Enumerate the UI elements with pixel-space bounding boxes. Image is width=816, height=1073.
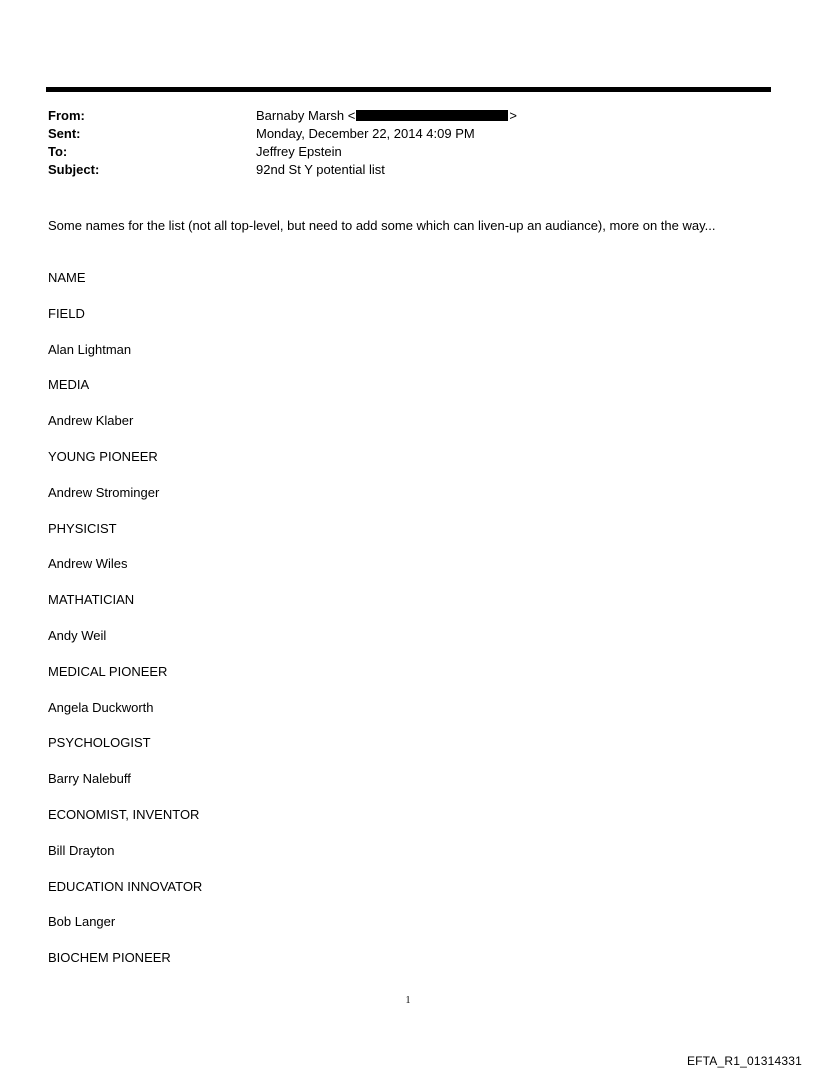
list-item: MEDIA bbox=[48, 377, 90, 393]
to-label: To: bbox=[48, 144, 68, 159]
list-item: Andrew Wiles bbox=[48, 556, 128, 572]
list-item: YOUNG PIONEER bbox=[48, 448, 158, 464]
list-item: PSYCHOLOGIST bbox=[48, 735, 151, 751]
sent-label: Sent: bbox=[48, 126, 81, 141]
list-item: Bill Drayton bbox=[48, 842, 115, 858]
from-value bbox=[256, 107, 748, 125]
list-item: Andy Weil bbox=[48, 627, 107, 643]
list-item: MATHATICIAN bbox=[48, 592, 135, 608]
from-label: From: bbox=[48, 108, 85, 123]
subject-value: 92nd St Y potential list bbox=[256, 162, 385, 177]
list-item: Barry Nalebuff bbox=[48, 771, 131, 787]
subject-label: Subject: bbox=[48, 162, 100, 177]
to-row bbox=[48, 143, 748, 161]
list-item: Andrew Klaber bbox=[48, 413, 134, 429]
intro-text: Some names for the list (not all top-level, but need to add some which can liven-up an audiance), more on the way... bbox=[48, 218, 716, 233]
list-item: PHYSICIST bbox=[48, 520, 117, 536]
sender-email-close: > bbox=[509, 108, 517, 123]
name-field-list bbox=[48, 269, 202, 985]
subject-row bbox=[48, 161, 748, 179]
to-value: Jeffrey Epstein bbox=[256, 144, 342, 159]
list-item: BIOCHEM PIONEER bbox=[48, 950, 171, 966]
bates-number: EFTA_R1_01314331 bbox=[686, 1054, 802, 1068]
email-header bbox=[48, 107, 748, 179]
list-item: Bob Langer bbox=[48, 914, 116, 930]
redacted-email-block bbox=[356, 110, 508, 121]
list-item: ECONOMIST, INVENTOR bbox=[48, 806, 200, 822]
from-row bbox=[48, 107, 748, 125]
list-item: FIELD bbox=[48, 305, 85, 321]
sender-name: Barnaby Marsh < bbox=[256, 108, 356, 123]
list-item: Alan Lightman bbox=[48, 341, 132, 357]
header-divider bbox=[46, 87, 771, 92]
list-item: MEDICAL PIONEER bbox=[48, 663, 168, 679]
list-item: NAME bbox=[48, 270, 86, 285]
list-item: Angela Duckworth bbox=[48, 699, 154, 715]
page-number: 1 bbox=[405, 995, 411, 1006]
list-item: Andrew Strominger bbox=[48, 484, 160, 500]
sent-row bbox=[48, 125, 748, 143]
list-item: EDUCATION INNOVATOR bbox=[48, 878, 203, 894]
sent-value: Monday, December 22, 2014 4:09 PM bbox=[256, 126, 475, 141]
